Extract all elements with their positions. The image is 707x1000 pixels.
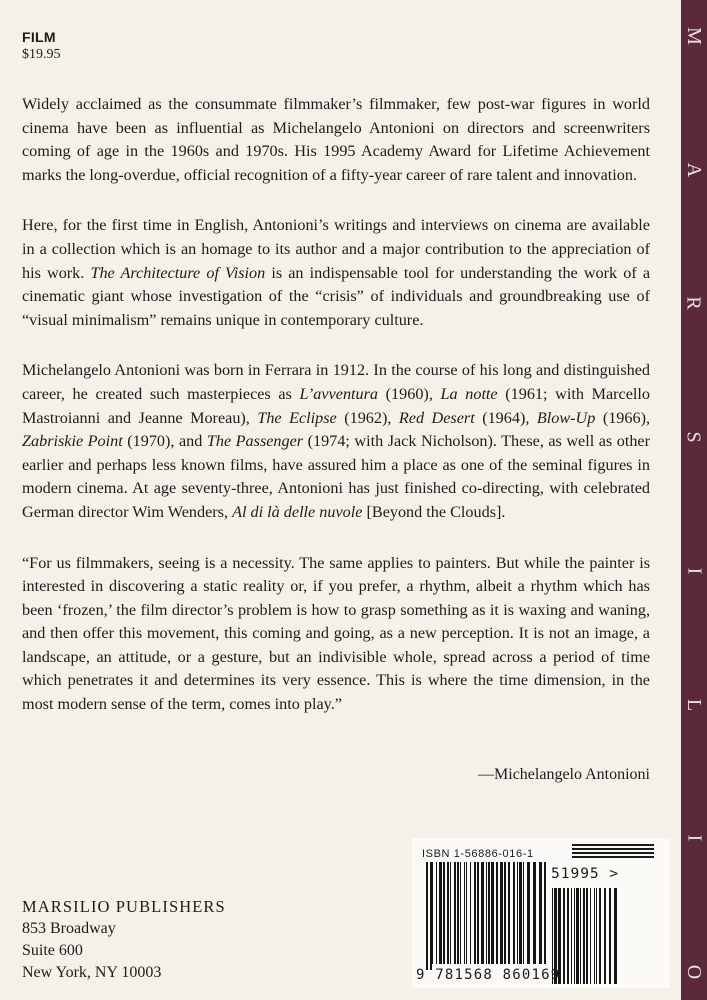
spine-letter: S <box>683 431 705 443</box>
paragraph-biography <box>22 359 650 524</box>
text-segment: (1964), <box>474 408 537 427</box>
publisher-name: MARSILIO PUBLISHERS <box>22 897 226 916</box>
film-title: Blow-Up <box>536 408 596 427</box>
isbn-label: ISBN 1-56886-016-1 <box>422 848 534 860</box>
film-title: The Eclipse <box>257 408 337 427</box>
text-segment: (1966), <box>595 408 651 427</box>
publisher-address <box>22 896 226 984</box>
text-segment: (1974; with Jack Nicholson). These, as well as other earlier and perhaps less known films, have assured him a place as one of the seminal figures in modern cinema. At age seventy-three, Antonioni has just finished co-directing, with celebrated German director Wim Wenders, <box>22 432 651 521</box>
barcode-icon <box>412 838 670 988</box>
film-title: The Passenger <box>206 432 304 451</box>
film-title: La notte <box>440 384 498 403</box>
address-street: 853 Broadway <box>22 920 116 937</box>
spine-letter: I <box>682 567 705 575</box>
barcode-block <box>412 838 670 988</box>
paragraph-intro: Widely acclaimed as the consummate filmmaker’s filmmaker, few post-war figures in world cinema have been as influential as Michelangelo Antonioni on directors and screenwriters coming of age in the 1960s and 1970s. His 1995 Academy Award for Lifetime Achievement marks the long-overdue, official recognition of a fifty-year career of rare talent and innovation. <box>22 95 650 184</box>
book-title: The Architecture of Vision <box>90 263 266 282</box>
spine-letter: I <box>682 834 705 842</box>
text-segment: (1960), <box>378 384 441 403</box>
text-segment: [Beyond the Clouds]. <box>362 502 506 521</box>
text-segment: Michelangelo Antonioni was born in Ferrara in 1912. In the course of his long and distinguished career, he created such masterpieces as <box>22 361 650 403</box>
category-label: FILM <box>22 29 56 45</box>
film-title: L’avventura <box>299 384 379 403</box>
price-label: $19.95 <box>22 47 61 62</box>
film-title: Zabriskie Point <box>22 432 123 451</box>
address-suite: Suite 600 <box>22 942 83 959</box>
quote-attribution: —Michelangelo Antonioni <box>478 766 650 783</box>
spine-letter: L <box>683 698 705 711</box>
spine-title <box>681 0 707 1000</box>
spine-letter: A <box>682 162 705 177</box>
spine-letter: O <box>682 964 705 980</box>
quote-paragraph: “For us filmmakers, seeing is a necessity. The same applies to painters. But while the painter is interested in discovering a static reality or, if you prefer, a rhythm, albeit a rhythm which has been ‘frozen,’ the film director’s problem is how to grasp something as it is waxing and waning, and then offer this movement, this coming and going, as a new perception. It is not an image, a landscape, an attitude, or a gesture, but an indivisible whole, spread across a period of time which penetrates it and determines its very essence. This is where the time dimension, in the most modern sense of the term, comes into play.” <box>22 553 650 714</box>
header <box>22 28 61 64</box>
film-title: Al di là delle nuvole <box>232 502 363 521</box>
text-segment: is an indispensable tool for understanding the work of a cinematic giant whose investigation of the “crisis” of individuals and groundbreaking use of “visual minimalism” remains unique in contemporary culture. <box>22 263 651 329</box>
price-code: 51995 > <box>551 866 620 882</box>
text-segment: Here, for the first time in English, Antonioni’s writings and interviews on cinema are available in a collection which is an homage to its author and a major contribution to the appreciation of his work. <box>22 216 650 282</box>
text-segment: (1962), <box>336 408 399 427</box>
barcode-digits: 9 781568 860169 <box>416 967 561 983</box>
text-segment: (1970), and <box>122 432 207 451</box>
spine-letter: M <box>682 27 705 45</box>
blurb <box>22 93 650 721</box>
spine-stripe <box>681 0 707 1000</box>
paragraph-collection <box>22 214 650 332</box>
film-title: Red Desert <box>398 408 475 427</box>
address-city: New York, NY 10003 <box>22 964 162 981</box>
spine-letter: R <box>683 296 705 311</box>
text-segment: (1961; with Marcello Mastroianni and Jeanne Moreau), <box>22 384 651 427</box>
